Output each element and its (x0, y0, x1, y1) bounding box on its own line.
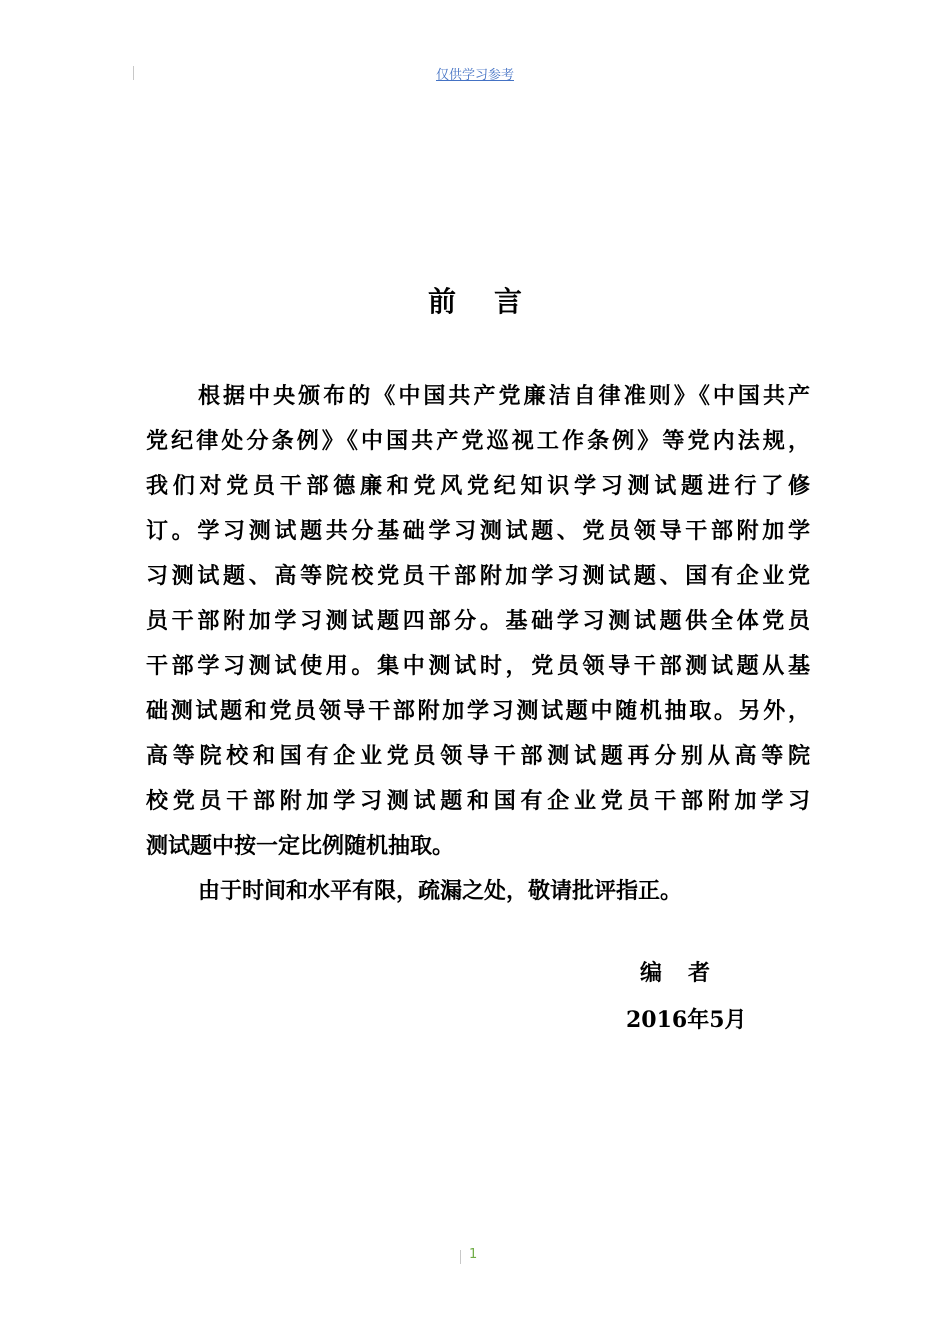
body-line: 根据中央颁布的《中国共产党廉洁自律准则》《中国共产 (198, 383, 810, 409)
body-line: 干部学习测试使用。集中测试时，党员领导干部测试题从基 (146, 653, 810, 679)
body-line: 习测试题、高等院校党员干部附加学习测试题、国有企业党 (146, 563, 810, 589)
body-line: 订。学习测试题共分基础学习测试题、党员领导干部附加学 (146, 518, 810, 544)
body-line: 我们对党员干部德廉和党风党纪知识学习测试题进行了修 (146, 473, 810, 499)
header-text: 仅供学习参考 (435, 68, 514, 83)
body-line: 员干部附加学习测试题四部分。基础学习测试题供全体党员 (146, 608, 810, 634)
signature-char-1: 编 (640, 960, 663, 986)
title-char-2: 言 (494, 285, 523, 318)
signature-char-2: 者 (688, 960, 711, 986)
page-title (0, 280, 950, 320)
page-number: 1 (469, 1247, 478, 1262)
footer-margin-mark (460, 1250, 461, 1264)
preface-body (146, 374, 810, 914)
body-line: 党纪律处分条例》《中国共产党巡视工作条例》等党内法规， (146, 428, 810, 454)
body-line: 测试题中按一定比例随机抽取。 (146, 833, 455, 859)
closing-line: 由于时间和水平有限，疏漏之处，敬请批评指正。 (198, 878, 683, 904)
title-char-1: 前 (427, 285, 456, 318)
body-line: 础测试题和党员领导干部附加学习测试题中随机抽取。另外， (146, 698, 810, 724)
body-line: 高等院校和国有企业党员领导干部测试题再分别从高等院 (146, 743, 810, 769)
signature-date: 2016年5月 (626, 1007, 747, 1033)
body-line: 校党员干部附加学习测试题和国有企业党员干部附加学习 (146, 788, 810, 814)
signature (640, 956, 710, 987)
